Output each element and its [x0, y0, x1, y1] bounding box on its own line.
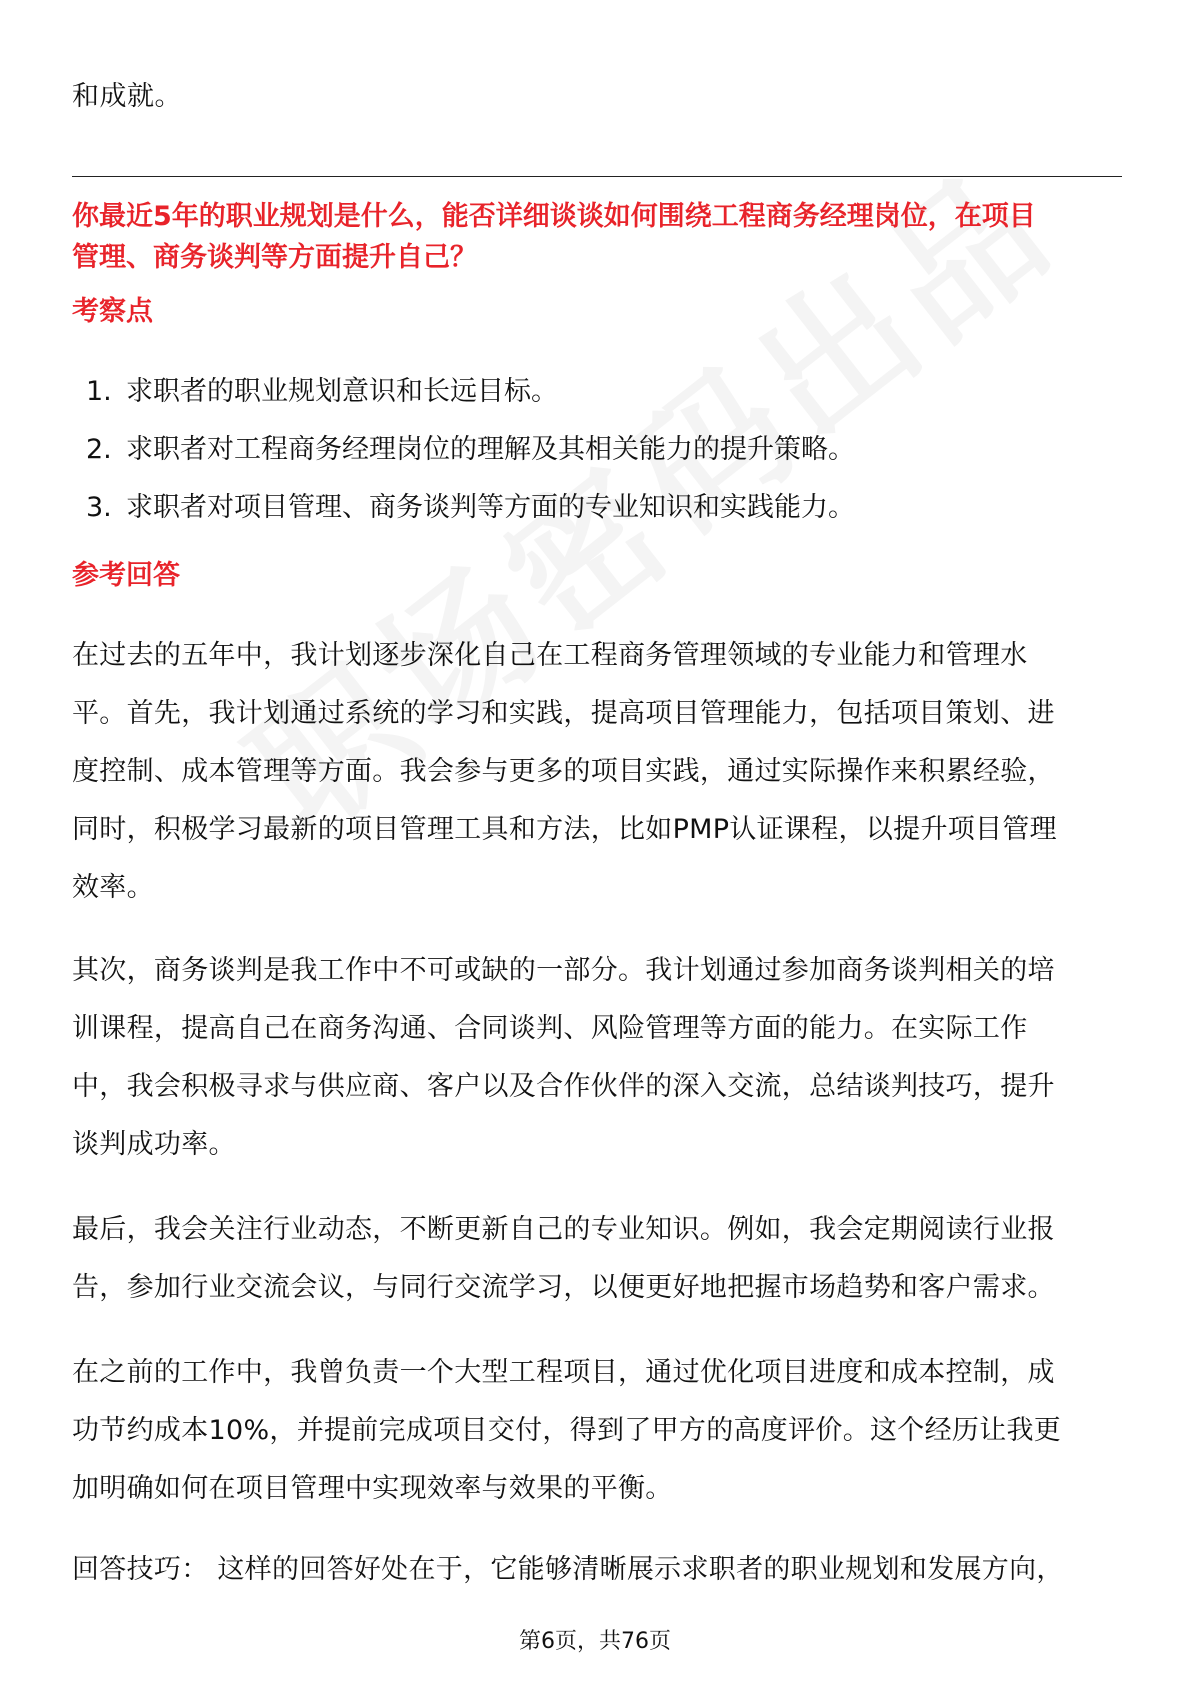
question-line-2: 管理、商务谈判等方面提升自己？: [72, 242, 477, 273]
answer-paragraph-4: [72, 1344, 1127, 1518]
answer-paragraph-3: [72, 1201, 1127, 1317]
page-footer: 第6页，共76页: [519, 1629, 671, 1654]
list-number: 2.: [86, 434, 112, 465]
question-line-1: 你最近5年的职业规划是什么，能否详细谈谈如何围绕工程商务经理岗位，在项目: [72, 201, 1036, 232]
paragraph-line: 中，我会积极寻求与供应商、客户以及合作伙伴的深入交流，总结谈判技巧，提升: [72, 1071, 1055, 1102]
paragraph-line: 告，参加行业交流会议，与同行交流学习，以便更好地把握市场趋势和客户需求。: [72, 1272, 1055, 1303]
list-item: [86, 479, 1126, 537]
paragraph-line: 功节约成本10%，并提前完成项目交付，得到了甲方的高度评价。这个经历让我更: [72, 1415, 1062, 1446]
list-item: [86, 363, 1126, 421]
paragraph-line: 效率。: [72, 872, 154, 903]
kaocha-list: [86, 363, 1126, 537]
list-number: 1.: [86, 376, 112, 407]
paragraph-line: 其次，商务谈判是我工作中不可或缺的一部分。我计划通过参加商务谈判相关的培: [72, 955, 1055, 986]
section-divider: [72, 176, 1122, 177]
paragraph-line: 同时，积极学习最新的项目管理工具和方法，比如PMP认证课程，以提升项目管理: [72, 814, 1057, 845]
paragraph-line: 平。首先，我计划通过系统的学习和实践，提高项目管理能力，包括项目策划、进: [72, 698, 1055, 729]
question-heading: [72, 196, 1122, 278]
paragraph-line: 谈判成功率。: [72, 1129, 236, 1160]
answer-paragraph-1: [72, 627, 1127, 917]
kaocha-title: 考察点: [72, 296, 153, 327]
paragraph-line: 训课程，提高自己在商务沟通、合同谈判、风险管理等方面的能力。在实际工作: [72, 1013, 1028, 1044]
intro-tail-text: 和成就。: [72, 81, 182, 112]
paragraph-line: 加明确如何在项目管理中实现效率与效果的平衡。: [72, 1473, 673, 1504]
answer-paragraph-2: [72, 942, 1127, 1174]
paragraph-line: 度控制、成本管理等方面。我会参与更多的项目实践，通过实际操作来积累经验，: [72, 756, 1055, 787]
list-number: 3.: [86, 492, 112, 523]
paragraph-line: 在过去的五年中，我计划逐步深化自己在工程商务管理领域的专业能力和管理水: [72, 640, 1028, 671]
paragraph-line: 在之前的工作中，我曾负责一个大型工程项目，通过优化项目进度和成本控制，成: [72, 1357, 1055, 1388]
list-text: 求职者对工程商务经理岗位的理解及其相关能力的提升策略。: [126, 434, 855, 465]
answer-tips-paragraph: [72, 1541, 1127, 1599]
list-text: 求职者的职业规划意识和长远目标。: [126, 376, 558, 407]
list-text: 求职者对项目管理、商务谈判等方面的专业知识和实践能力。: [126, 492, 855, 523]
paragraph-line: 回答技巧： 这样的回答好处在于，它能够清晰展示求职者的职业规划和发展方向，: [72, 1554, 1064, 1585]
cankao-title: 参考回答: [72, 560, 180, 591]
list-item: [86, 421, 1126, 479]
paragraph-line: 最后，我会关注行业动态，不断更新自己的专业知识。例如，我会定期阅读行业报: [72, 1214, 1055, 1245]
